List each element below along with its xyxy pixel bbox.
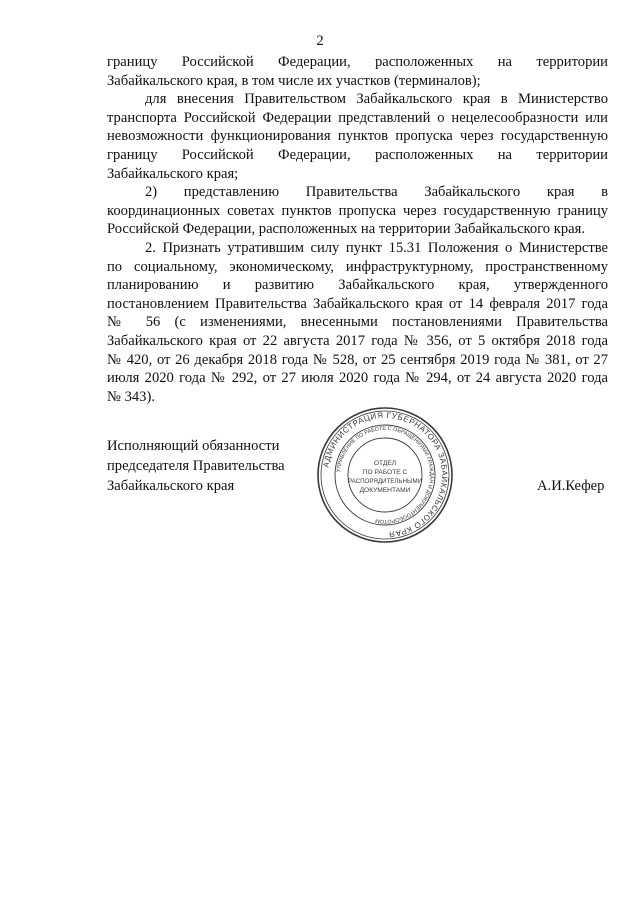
text-line: невозможности функционирования пунктов пропуска через государственную — [107, 128, 608, 145]
text-line: № 56 (с изменениями, внесенными постановлениями Правительства — [107, 314, 608, 331]
paragraph-border-territory — [107, 53, 608, 90]
signer-position-line: председателя Правительства — [107, 458, 285, 474]
text-line: 2) представлению Правительства Забайкальского края в — [145, 184, 608, 201]
document-body — [107, 53, 608, 406]
text-line: постановлением Правительства Забайкальского края от 14 февраля 2017 года — [107, 295, 608, 312]
paragraph-ministry-submission — [107, 90, 608, 183]
signer-name: А.И.Кефер — [537, 478, 605, 494]
seal-center-line: РАСПОРЯДИТЕЛЬНЫМИ — [347, 478, 423, 485]
text-line: Забайкальского края, в том числе их участков (терминалов); — [107, 72, 481, 89]
seal-center-line: ДОКУМЕНТАМИ — [359, 487, 411, 494]
seal-center-line: ОТДЕЛ — [373, 460, 397, 467]
paragraph-repeal-clause — [107, 239, 608, 406]
text-line: границу Российской Федерации, расположенных на территории — [107, 146, 608, 163]
official-seal-stamp — [314, 404, 456, 546]
text-line: границу Российской Федерации, расположенных на территории — [107, 54, 608, 70]
signer-position-line: Забайкальского края — [107, 478, 235, 494]
seal-inner-text: УПРАВЛЕНИЕ ПО РАБОТЕ С ОБРАЩЕНИЯМИ ГРАЖДАН И ДОКУМЕНТООБОРОТОМ — [336, 425, 435, 525]
text-line: № 420, от 26 декабря 2018 года № 528, от 25 сентября 2019 года № 381, от 27 — [107, 351, 608, 368]
text-line: Забайкальского края от 22 августа 2017 года № 356, от 5 октября 2018 года — [107, 332, 608, 349]
signature-title — [107, 436, 327, 496]
page-number: 2 — [316, 33, 324, 49]
text-line: для внесения Правительством Забайкальского края в Министерство — [145, 91, 608, 108]
text-line: координационных советах пунктов пропуска через государственную границу — [107, 202, 608, 219]
text-line: Российской Федерации, расположенных на территории Забайкальского края. — [107, 221, 585, 238]
text-line: Забайкальского края; — [107, 165, 239, 182]
text-line: планированию и развитию Забайкальского края, утвержденного — [107, 277, 608, 294]
text-line: 2. Признать утратившим силу пункт 15.31 Положения о Министерстве — [145, 239, 608, 256]
seal-graphic — [314, 404, 456, 546]
text-line: июля 2020 года № 292, от 27 июля 2020 года № 294, от 24 августа 2020 года — [107, 370, 608, 387]
seal-center-line: ПО РАБОТЕ С — [362, 469, 408, 476]
seal-outer-text: АДМИНИСТРАЦИЯ ГУБЕРНАТОРА ЗАБАЙКАЛЬСКОГО КРАЯ — [321, 410, 450, 539]
text-line: № 343). — [107, 388, 155, 405]
text-line: по социальному, экономическому, инфраструктурному, пространственному — [107, 258, 608, 275]
paragraph-coordination-councils — [107, 183, 608, 239]
text-line: транспорта Российской Федерации представлений о нецелесообразности или — [107, 109, 608, 126]
signer-position-line: Исполняющий обязанности — [107, 438, 280, 454]
